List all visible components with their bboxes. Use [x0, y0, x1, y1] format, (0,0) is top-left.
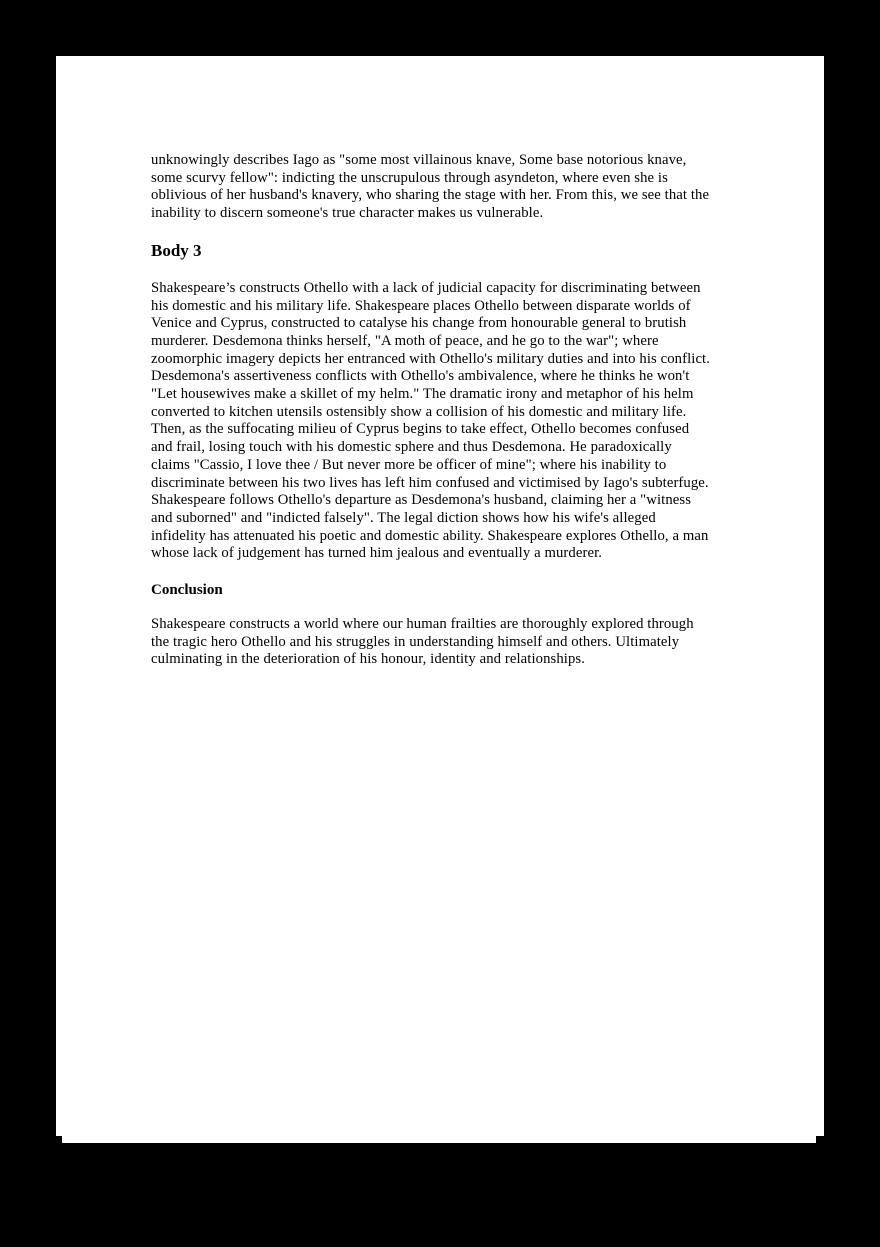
next-page-top-edge [62, 1136, 816, 1143]
text-line: some scurvy fellow": indicting the unscrupulous through asyndeton, where even she is [151, 169, 668, 186]
text-line: infidelity has attenuated his poetic and domestic ability. Shakespeare explores Othello, a man [151, 527, 709, 544]
document-page [56, 56, 824, 1136]
paragraph [151, 280, 733, 563]
text-line: claims "Cassio, I love thee / But never more be officer of mine"; where his inability to [151, 456, 667, 473]
text-line: converted to kitchen utensils ostensibly show a collision of his domestic and military life. [151, 403, 687, 420]
text-line: his domestic and his military life. Shakespeare places Othello between disparate worlds of [151, 297, 691, 314]
text-line: Shakespeare’s constructs Othello with a lack of judicial capacity for discriminating between [151, 279, 701, 296]
text-line: whose lack of judgement has turned him jealous and eventually a murderer. [151, 545, 603, 562]
text-line: Venice and Cyprus, constructed to catalyse his change from honourable general to brutish [151, 315, 687, 332]
text-line: and suborned" and "indicted falsely". The legal diction shows how his wife's alleged [151, 509, 656, 526]
text-line: zoomorphic imagery depicts her entranced with Othello's military duties and into his conflict. [151, 350, 711, 367]
text-line: inability to discern someone's true character makes us vulnerable. [151, 205, 544, 222]
text-line: culminating in the deterioration of his honour, identity and relationships. [151, 651, 585, 668]
text-line: Then, as the suffocating milieu of Cyprus begins to take effect, Othello becomes confused [151, 421, 690, 438]
section-heading-body-3: Body 3 [151, 240, 202, 260]
text-line: discriminate between his two lives has left him confused and victimised by Iago's subterfuge. [151, 474, 709, 491]
text-line: Shakespeare constructs a world where our human frailties are thoroughly explored through [151, 616, 694, 633]
text-line: "Let housewives make a skillet of my helm." The dramatic irony and metaphor of his helm [151, 386, 694, 403]
paragraph [151, 152, 733, 223]
section-heading-conclusion: Conclusion [151, 582, 223, 599]
text-line: Desdemona's assertiveness conflicts with Othello's ambivalence, where he thinks he won't [151, 368, 690, 385]
text-line: oblivious of her husband's knavery, who sharing the stage with her. From this, we see that the [151, 187, 710, 204]
text-line: and frail, losing touch with his domestic sphere and thus Desdemona. He paradoxically [151, 439, 672, 456]
paragraph [151, 616, 733, 669]
text-line: the tragic hero Othello and his struggles in understanding himself and others. Ultimately [151, 633, 680, 650]
text-line: Shakespeare follows Othello's departure as Desdemona's husband, claiming her a "witness [151, 492, 692, 509]
text-line: murderer. Desdemona thinks herself, "A moth of peace, and he go to the war"; where [151, 332, 659, 349]
page-body-text [151, 152, 733, 687]
text-line: unknowingly describes Iago as "some most villainous knave, Some base notorious knave, [151, 152, 687, 168]
